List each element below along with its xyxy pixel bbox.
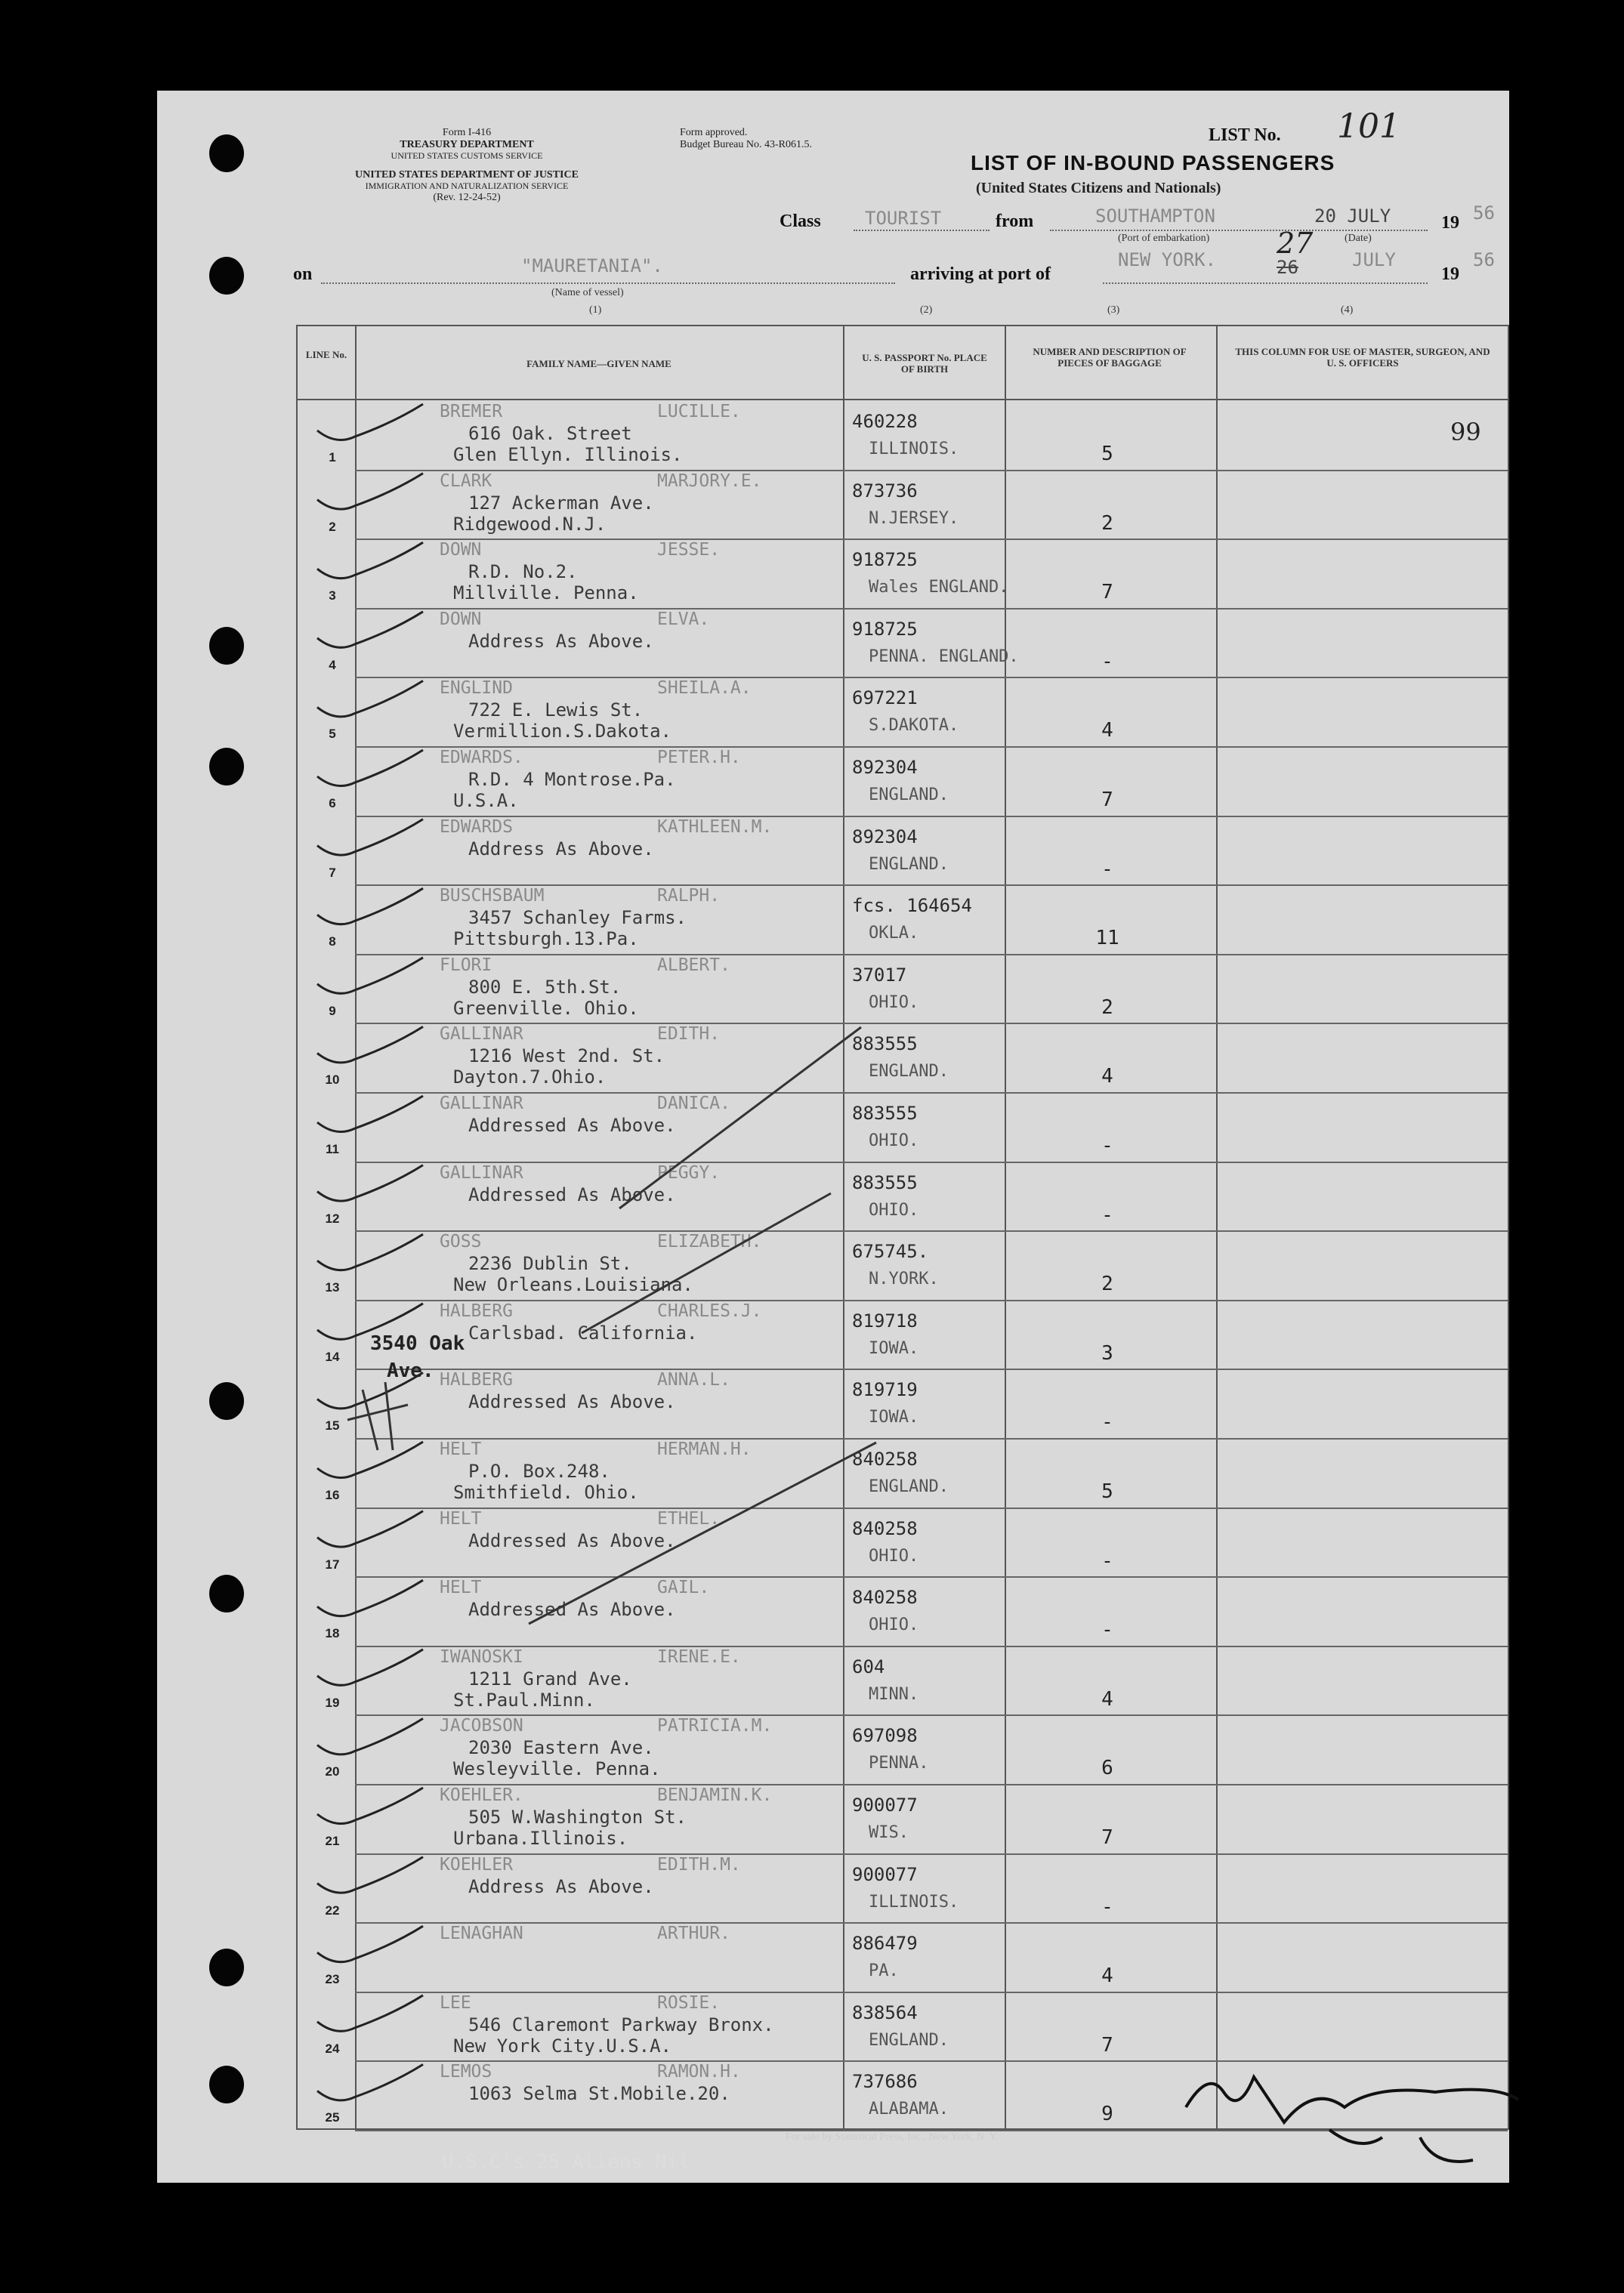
address-line-2: Vermillion.S.Dakota. [453,721,672,742]
address-line-2: St.Paul.Minn. [453,1689,595,1711]
vessel-name: "MAURETANIA". [521,255,663,276]
address-line-1: 505 W.Washington St. [468,1807,687,1828]
on-label: on [293,264,313,284]
check-mark [317,888,423,924]
baggage-count: 6 [1101,1757,1113,1780]
check-mark [317,1234,423,1270]
baggage-count: 2 [1101,995,1113,1019]
given-name: GAIL. [657,1578,710,1598]
passport-number: 900077 [852,1795,918,1816]
check-mark [317,542,423,579]
place-of-birth: PA. [869,1961,899,1981]
family-name: EDWARDS [440,816,513,837]
baggage-count: 9 [1101,2103,1113,2126]
page-subtitle: (United States Citizens and Nationals) [976,180,1221,196]
line-number: 17 [325,1557,340,1572]
passport-number: 675745. [852,1241,929,1263]
place-of-birth: PENNA. [869,1754,929,1773]
place-of-birth: WIS. [869,1823,909,1842]
line-number: 18 [325,1626,340,1641]
place-of-birth: OKLA. [869,924,919,943]
check-mark [317,1304,423,1340]
address-line-2: Millville. Penna. [453,582,639,604]
given-name: SHEILA.A. [657,678,752,699]
baggage-count: 4 [1101,1964,1113,1988]
printer-note: For sale by Statistical Press, Inc., New York, N. Y. [786,2131,999,2143]
family-name: LEE [440,1992,471,2013]
port-caption: (Port of embarkation) [1118,233,1210,244]
place-of-birth: ALABAMA. [869,2100,949,2119]
baggage-count: 4 [1101,1687,1113,1711]
check-mark [317,1857,423,1893]
line-number: 10 [325,1072,340,1088]
check-mark [317,819,423,856]
line-number: 1 [329,450,336,464]
check-mark [317,1650,423,1686]
arriving-label: arriving at port of [910,264,1051,284]
passport-number: 892304 [852,826,918,847]
family-name: HALBERG [440,1370,513,1390]
address-line-1: 3457 Schanley Farms. [468,907,687,929]
class-label: Class [780,211,821,231]
col-index-2: (2) [920,304,933,316]
place-of-birth: OHIO. [869,1200,919,1220]
baggage-count: - [1101,1134,1113,1157]
address-line-1: 1216 West 2nd. St. [468,1045,665,1067]
given-name: PEGGY. [657,1162,721,1183]
check-mark [317,1580,423,1616]
line-number: 5 [329,727,336,742]
given-name: ROSIE. [657,1992,721,2013]
address-line-2: Dayton.7.Ohio. [453,1066,607,1088]
check-mark [317,750,423,786]
given-name: ETHEL. [657,1508,721,1529]
passport-number: 604 [852,1656,885,1677]
col-header-line-no: LINE No. [305,349,347,360]
place-of-birth: ENGLAND. [869,1477,949,1496]
passport-number: 697098 [852,1725,918,1747]
budget-bureau: Budget Bureau No. 43-R061.5. [680,139,812,150]
place-of-birth: IOWA. [869,1338,919,1358]
address-line-2: Wesleyville. Penna. [453,1758,661,1780]
line-number: 13 [325,1280,340,1295]
address-line-1: Addressed As Above. [468,1599,676,1621]
baggage-count: 7 [1101,2033,1113,2057]
place-of-birth: ENGLAND. [869,785,949,804]
check-mark [317,1926,423,1962]
line-number: 4 [329,657,336,672]
given-name: CHARLES.J. [657,1301,762,1321]
address-line-2: Greenville. Ohio. [453,997,639,1019]
baggage-count: 7 [1101,1826,1113,1849]
place-of-birth: ENGLAND. [869,854,949,874]
check-mark [317,1995,423,2032]
given-name: MARJORY.E. [657,471,762,491]
address-line-1: 546 Claremont Parkway Bronx. [468,2014,774,2035]
place-of-birth: S.DAKOTA. [869,716,959,736]
year-2: 56 [1473,249,1495,270]
baggage-count: 4 [1101,1065,1113,1088]
family-name: EDWARDS. [440,748,523,767]
address-line-1: Addressed As Above. [468,1391,676,1413]
arrival-day-struck: 26 [1277,257,1298,278]
family-name: GOSS [440,1232,482,1252]
customs-service: UNITED STATES CUSTOMS SERVICE [391,150,543,161]
passport-number: 697221 [852,687,918,709]
given-name: ARTHUR. [657,1924,730,1944]
address-line-1: Addressed As Above. [468,1184,676,1205]
line-number: 24 [325,2041,340,2056]
line-number: 19 [325,1695,340,1710]
line-number: 25 [325,2110,340,2125]
passport-number: fcs. 164654 [852,895,972,917]
place-of-birth: MINN. [869,1684,919,1704]
passport-number: 840258 [852,1517,918,1539]
given-name: RALPH. [657,886,721,906]
check-mark [317,1026,423,1063]
address-line-2: Urbana.Illinois. [453,1828,628,1849]
family-name: LENAGHAN [440,1924,523,1944]
check-mark [317,474,423,510]
family-name: HALBERG [440,1301,513,1321]
place-of-birth: ENGLAND. [869,2030,949,2050]
family-name: FLORI [440,955,492,975]
given-name: ANNA.L. [657,1370,730,1390]
family-name: LEMOS [440,2062,492,2082]
line-number: 9 [329,1003,336,1018]
place-of-birth: PENNA. ENGLAND. [869,647,1019,666]
family-name: KOEHLER. [440,1785,523,1805]
line-number: 14 [325,1349,340,1364]
address-line-1: Address As Above. [468,630,654,652]
address-line-1: P.O. Box.248. [468,1461,610,1482]
place-of-birth: N.YORK. [869,1270,939,1289]
check-mark [317,1788,423,1824]
given-name: ELIZABETH. [657,1232,762,1252]
passport-number: 838564 [852,2001,918,2023]
address-line-2: Ridgewood.N.J. [453,513,607,535]
baggage-count: - [1101,1411,1113,1434]
handwritten-address-2: Ave. [387,1359,434,1382]
family-name: HELT [440,1440,482,1459]
family-name: HELT [440,1578,482,1598]
margin-mark: 99 [1450,418,1481,446]
justice-dept: UNITED STATES DEPARTMENT OF JUSTICE [355,169,579,181]
place-of-birth: N.JERSEY. [869,508,959,528]
list-label: LIST No. [1209,125,1281,145]
col-header-baggage: NUMBER AND DESCRIPTION OF PIECES OF BAGGAGE [1033,346,1187,369]
check-mark [317,1372,423,1409]
family-name: KOEHLER [440,1854,513,1875]
address-line-1: 1211 Grand Ave. [468,1668,632,1690]
vessel-caption: (Name of vessel) [551,287,624,298]
address-line-1: 800 E. 5th.St. [468,976,622,998]
family-name: DOWN [440,540,482,560]
summary-line: U.S.C's 25 Aliens Nil [442,2151,690,2174]
col-index-1: (1) [589,304,602,316]
col-header-passport: U. S. PASSPORT No. PLACE OF BIRTH [862,352,987,375]
family-name: IWANOSKI [440,1646,523,1667]
given-name: BENJAMIN.K. [657,1785,773,1805]
place-of-birth: OHIO. [869,992,919,1012]
address-line-1: 2030 Eastern Ave. [468,1737,654,1759]
place-of-birth: ILLINOIS. [869,1892,959,1912]
check-mark [317,1511,423,1548]
baggage-count: 11 [1095,927,1119,950]
address-line-2: U.S.A. [453,790,519,811]
address-line-1: 616 Oak. Street [468,423,632,444]
port-of-embarkation: SOUTHAMPTON [1095,205,1215,227]
passport-number: 886479 [852,1933,918,1955]
check-mark [317,1096,423,1132]
given-name: KATHLEEN.M. [657,816,773,837]
baggage-count: 5 [1101,443,1113,465]
given-name: HERMAN.H. [657,1440,752,1459]
family-name: CLARK [440,471,492,491]
address-line-1: Addressed As Above. [468,1529,676,1551]
check-mark [317,2064,423,2100]
line-number: 21 [325,1834,340,1848]
given-name: RAMON.H. [657,2062,741,2082]
passport-number: 37017 [852,964,907,986]
passport-number: 737686 [852,2071,918,2093]
baggage-count: 5 [1101,1480,1113,1503]
address-line-1: Address As Above. [468,1875,654,1897]
list-number: 101 [1337,107,1400,146]
page-title: LIST OF IN-BOUND PASSENGERS [971,151,1335,174]
ins-service: IMMIGRATION AND NATURALIZATION SERVICE [365,181,569,191]
address-line-1: 127 Ackerman Ave. [468,492,654,514]
given-name: JESSE. [657,540,721,560]
family-name: GALLINAR [440,1162,523,1183]
place-of-birth: ENGLAND. [869,1062,949,1082]
place-of-birth: OHIO. [869,1131,919,1150]
line-number: 11 [326,1142,339,1156]
line-number: 12 [325,1211,340,1226]
check-mark [317,1165,423,1202]
address-line-2: Glen Ellyn. Illinois. [453,444,683,465]
given-name: EDITH. [657,1024,721,1045]
family-name: HELT [440,1508,482,1529]
place-of-birth: Wales ENGLAND. [869,578,1009,597]
passport-number: 900077 [852,1863,918,1885]
arrival-day-corrected: 27 [1277,227,1314,260]
place-of-birth: IOWA. [869,1408,919,1427]
arrival-port: NEW YORK. [1118,249,1217,270]
place-of-birth: ILLINOIS. [869,440,959,458]
address-line-2: New Orleans.Louisiana. [453,1274,693,1296]
address-line-2: Pittsburgh.13.Pa. [453,928,639,950]
address-line-1: 2236 Dublin St. [468,1253,632,1275]
date-caption: (Date) [1345,233,1372,244]
from-label: from [996,211,1034,231]
class-value: TOURIST [865,208,942,229]
year-1: 56 [1473,202,1495,224]
passport-number: 819719 [852,1379,918,1401]
baggage-count: - [1101,650,1113,673]
revision-date: (Rev. 12-24-52) [433,192,501,203]
line-number: 2 [329,519,336,534]
passport-number: 883555 [852,1103,918,1124]
address-line-1: 1063 Selma St.Mobile.20. [468,2083,730,2105]
form-number: Form I-416 [442,127,492,138]
family-name: ENGLIND [440,678,513,699]
given-name: PETER.H. [657,748,741,767]
check-mark [317,680,423,717]
year-prefix-2: 19 [1441,264,1459,284]
passport-number: 873736 [852,480,918,501]
col-index-3: (3) [1107,304,1120,316]
line-number: 16 [325,1488,340,1502]
address-line-1: R.D. No.2. [468,561,578,583]
address-line-2: Smithfield. Ohio. [453,1482,639,1503]
handwritten-address: 3540 Oak [370,1332,465,1355]
family-name: GALLINAR [440,1094,523,1113]
given-name: LUCILLE. [657,402,741,421]
year-prefix: 19 [1441,213,1459,233]
baggage-count: 2 [1101,1273,1113,1296]
passport-number: 460228 [852,411,918,432]
passport-number: 918725 [852,618,918,640]
family-name: BUSCHSBAUM [440,886,545,906]
passport-number: 892304 [852,757,918,778]
treasury-dept: TREASURY DEPARTMENT [400,139,534,150]
line-number: 22 [325,1903,340,1918]
address-line-1: 722 E. Lewis St. [468,699,644,721]
line-number: 7 [329,865,336,880]
baggage-count: - [1101,1895,1113,1918]
baggage-count: 7 [1101,789,1113,811]
line-number: 6 [329,796,336,810]
passport-number: 918725 [852,549,918,571]
address-line-1: Carlsbad. California. [468,1322,698,1344]
line-number: 3 [329,588,336,603]
line-number: 20 [325,1764,340,1779]
family-name: BREMER [440,402,503,421]
arrival-month: JULY [1352,249,1396,270]
family-name: DOWN [440,609,482,629]
passport-number: 840258 [852,1587,918,1609]
family-name: GALLINAR [440,1024,523,1045]
baggage-count: - [1101,1549,1113,1572]
embark-date: 20 JULY [1314,205,1391,227]
passport-number: 883555 [852,1171,918,1193]
passport-number: 840258 [852,1449,918,1470]
given-name: IRENE.E. [657,1646,741,1667]
baggage-count: 3 [1101,1341,1113,1365]
form-approved: Form approved. [680,127,748,138]
address-line-1: Address As Above. [468,838,654,859]
given-name: PATRICIA.M. [657,1716,773,1736]
check-mark [317,1718,423,1754]
baggage-count: - [1101,1619,1113,1642]
check-mark [317,612,423,648]
col-header-officers: THIS COLUMN FOR USE OF MASTER, SURGEON, AND U. S. OFFICERS [1235,346,1490,369]
given-name: ELVA. [657,609,710,629]
address-line-2: New York City.U.S.A. [453,2035,672,2057]
address-line-1: R.D. 4 Montrose.Pa. [468,769,676,790]
check-mark [317,1442,423,1478]
baggage-count: - [1101,857,1113,881]
baggage-count: 7 [1101,581,1113,604]
baggage-count: 2 [1101,511,1113,535]
passport-number: 819718 [852,1310,918,1332]
line-number: 23 [325,1972,340,1987]
col-header-name: FAMILY NAME—GIVEN NAME [526,358,672,369]
check-mark [317,404,423,440]
given-name: EDITH.M. [657,1854,741,1875]
baggage-count: - [1101,1203,1113,1227]
line-number: 8 [329,934,336,949]
check-mark [317,958,423,994]
given-name: DANICA. [657,1094,730,1113]
given-name: ALBERT. [657,955,730,975]
place-of-birth: OHIO. [869,1546,919,1566]
address-line-1: Addressed As Above. [468,1115,676,1136]
col-index-4: (4) [1341,304,1354,316]
family-name: JACOBSON [440,1716,523,1736]
baggage-count: 4 [1101,719,1113,742]
line-number: 15 [325,1418,340,1434]
passport-number: 883555 [852,1033,918,1055]
place-of-birth: OHIO. [869,1616,919,1635]
